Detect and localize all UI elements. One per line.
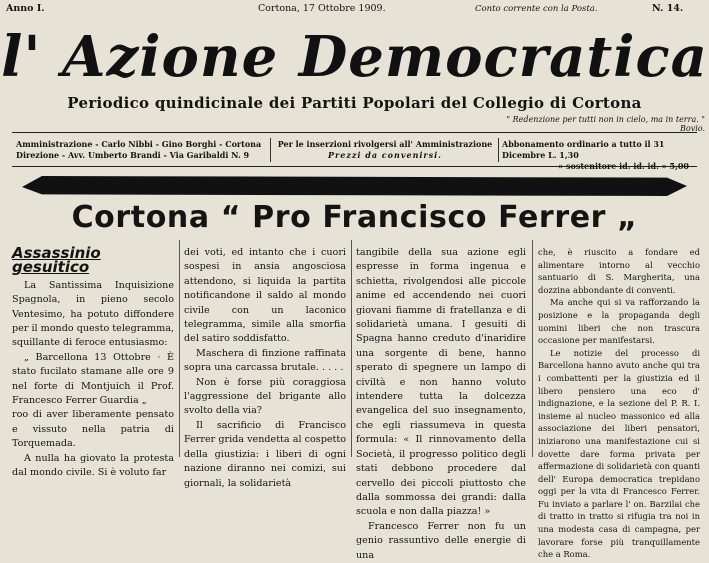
article-column-1 (12, 244, 174, 479)
column-separator (351, 240, 352, 457)
article-column-2 (184, 246, 346, 489)
article-column-4 (538, 246, 700, 560)
paragraph: Le notizie del processo di Barcellona hanno avuto anche qui tra i combattenti per la giustizia ed il libero pensiero una eco d' indignazione, e la sezione del P. R. I. insieme al nucleo massonico ed alla associazione dei liberi pensatori, iniziarono una manifestazione cui si dovette dare forma privata per affermazione di solidarietà con quanti dell' Europa democratica trepidano oggi per la vita di Francesco Ferrer. Fu inviato a parlare l' on. Barzilai che di tratto in tratto si rifugia tra noi in una modesta casa di campagna, per lavorare forse più tranquillamente che a Roma. (538, 347, 700, 560)
insertions-line: Per le inserzioni rivolgersi all' Amministrazione (277, 139, 493, 149)
motto: " Redenzione per tutti non in cielo, ma in terra. " Bovio. (506, 115, 705, 133)
issue-year: Anno I. (6, 3, 45, 14)
article-column-3 (356, 246, 526, 561)
paragraph: Ma anche qui si va rafforzando la posizione e la propaganda degli uomini liberi che non trascura occasione per manifestarsi. (538, 297, 700, 346)
paragraph: La Santissima Inquisizione Spagnola, in pieno secolo Ventesimo, ha potuto diffondere per il mondo questo telegramma, squillante di feroce entusiasmo: (12, 279, 174, 349)
newspaper-title: l' Azione Democratica (1, 24, 708, 90)
insertions-info (274, 139, 496, 161)
subscription-info (502, 139, 697, 172)
paragraph: che, è riuscito a fondare ed alimentare intorno al vecchio santuario di S. Margherita, una dozzina abbondante di conventi. (538, 247, 700, 295)
paragraph: A nulla ha giovato la protesta dal mondo civile. Si è voluto far (12, 452, 174, 479)
paragraph: roo di aver liberamente pensato e vissuto nella patria di Torquemada. (12, 409, 174, 450)
divider-bottom (12, 166, 697, 167)
subscription-ordinary: Abbonamento ordinario a tutto il 31 Dicembre L. 1,30 (502, 139, 665, 160)
paragraph: tangibile della sua azione egli espresse in forma ingenua e schietta, rivolgendosi alle piccole anime ed accendendo nei cuori giovani fiamme di fratellanza e di solidarietà umana. I gesuiti di Spagna hanno creduto d'inaridire una sorgente di bene, hanno sperato di spegnere un lampo di civiltà e non hanno voluto intendere tutta la dolcezza evangelica del suo insegnamento, che egli riassumeva in questa formula: « Il rinnovamento della Società, il progresso politico degli stati debbono procedere dal cervello dei piccoli piuttosto che dalla sommossa dei grandi: dalla scuola e non dalla piazza! » (356, 247, 526, 518)
paragraph: Maschera di finzione raffinata sopra una carcassa brutale. . . . . (184, 347, 346, 374)
paragraph: Francesco Ferrer non fu un genio rassuntivo delle energie di una (356, 520, 526, 561)
postal-note: Conto corrente con la Posta. (475, 4, 598, 14)
paragraph: Non è forse più coraggiosa l'aggressione del brigante allo svolto della via? (184, 376, 346, 417)
direction-line: Direzione - Avv. Umberto Brandi - Via Garibaldi N. 9 (16, 150, 250, 160)
info-bar (12, 136, 697, 171)
paragraph: „ Barcellona 13 Ottobre · È stato fucilato stamane alle ore 9 nel forte di Montjuich il Prof. Francesco Ferrer Guardia „ (12, 351, 174, 407)
section-title: Assassinio gesuitico (12, 244, 101, 277)
info-separator (270, 138, 271, 162)
administration-info (16, 139, 268, 161)
newspaper-subtitle: Periodico quindicinale dei Partiti Popolari del Collegio di Cortona (67, 94, 642, 112)
issue-number: N. 14. (652, 3, 684, 14)
top-line (0, 3, 709, 17)
administration-line: Amministrazione - Carlo Nibbi - Gino Borghi - Cortona (16, 139, 262, 149)
paragraph: Il sacrificio di Francisco Ferrer grida vendetta al cospetto della giustizia: i liberi di ogni nazione diranno nei comizi, sui giornali, la solidarietà (184, 419, 346, 489)
column-separator (179, 240, 180, 457)
date-place: Cortona, 17 Ottobre 1909. (258, 3, 386, 14)
paragraph: dei voti, ed intanto che i cuori sospesi in ansia angosciosa attendono, si liquida la partita notificandone il saldo al mondo civile con un laconico telegramma, simile alla smorfia del satiro soddisfatto. (184, 247, 346, 345)
headline: Cortona “ Pro Francisco Ferrer „ (71, 200, 638, 235)
divider-top (12, 132, 697, 133)
subscription-supporter: » sostenitore id. id. id. » 5,00 (558, 161, 689, 171)
column-separator (532, 240, 533, 457)
info-separator (498, 138, 499, 162)
decorative-black-banner (22, 176, 687, 196)
prices-line: Prezzi da convenirsi. (328, 150, 442, 160)
